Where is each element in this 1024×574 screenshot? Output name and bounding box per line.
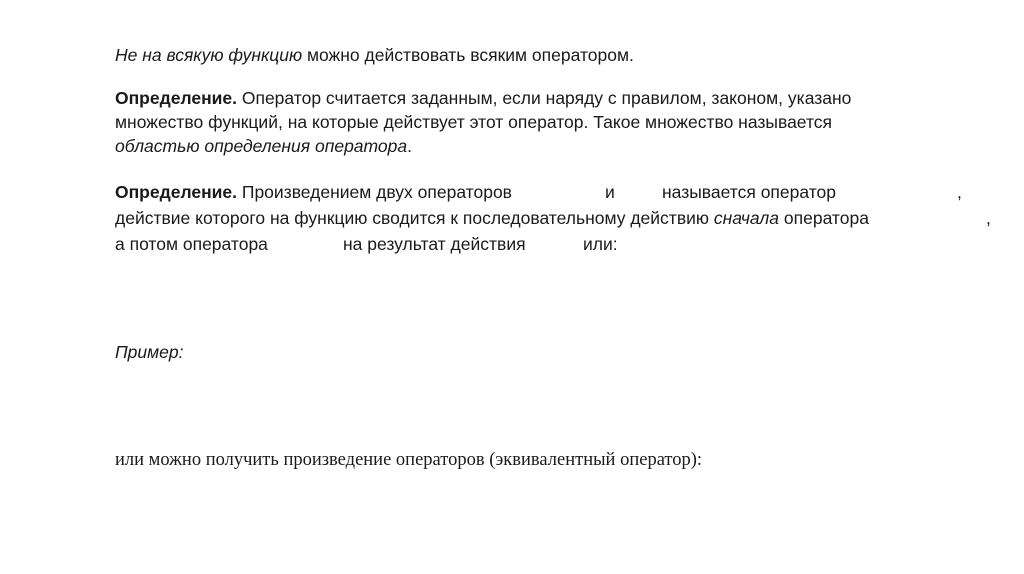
definition1-line3: [115, 134, 412, 158]
definition2-line3-a: а потом оператора: [115, 234, 268, 254]
definition2-line2-b: оператора: [779, 208, 869, 228]
definition2-comma2: ,: [986, 208, 991, 228]
intro-rest: можно действовать всяким оператором.: [302, 45, 634, 65]
definition2-and: и: [605, 182, 615, 202]
definition2-line1-b: называется оператор: [662, 182, 837, 202]
intro-line: [115, 43, 634, 67]
definition1-line2-text: множество функций, на которые действует этот оператор. Такое множество называется: [115, 112, 832, 132]
definition2-line3-b: на результат действия: [343, 234, 526, 254]
definition1-line1-rest: Оператор считается заданным, если наряду с правилом, законом, указано: [237, 88, 852, 108]
definition1-line3-end: .: [407, 136, 412, 156]
definition1-term: Определение.: [115, 88, 237, 108]
definition2-line2: [115, 206, 869, 230]
definition2-line1-start: [115, 180, 512, 204]
definition1-line2: [115, 110, 832, 134]
definition2-comma1: ,: [957, 182, 962, 202]
definition2-line2-a: действие которого на функцию сводится к последовательному действию: [115, 208, 714, 228]
closing-text: или можно получить произведение операторов (эквивалентный оператор):: [115, 450, 703, 470]
definition1-domain-term: областью определения оператора: [115, 136, 408, 156]
definition1-line1: [115, 86, 851, 110]
definition2-term: Определение.: [115, 182, 237, 202]
intro-italic: Не на всякую функцию: [115, 45, 303, 65]
definition2-line3-start: [115, 232, 268, 256]
definition2-line3-or: или:: [583, 234, 618, 254]
definition2-first-italic: сначала: [713, 208, 780, 228]
example-line: [115, 340, 183, 364]
example-label: Пример:: [115, 342, 184, 362]
definition2-line1-a: Произведением двух операторов: [237, 182, 512, 202]
closing-line: [115, 448, 702, 472]
